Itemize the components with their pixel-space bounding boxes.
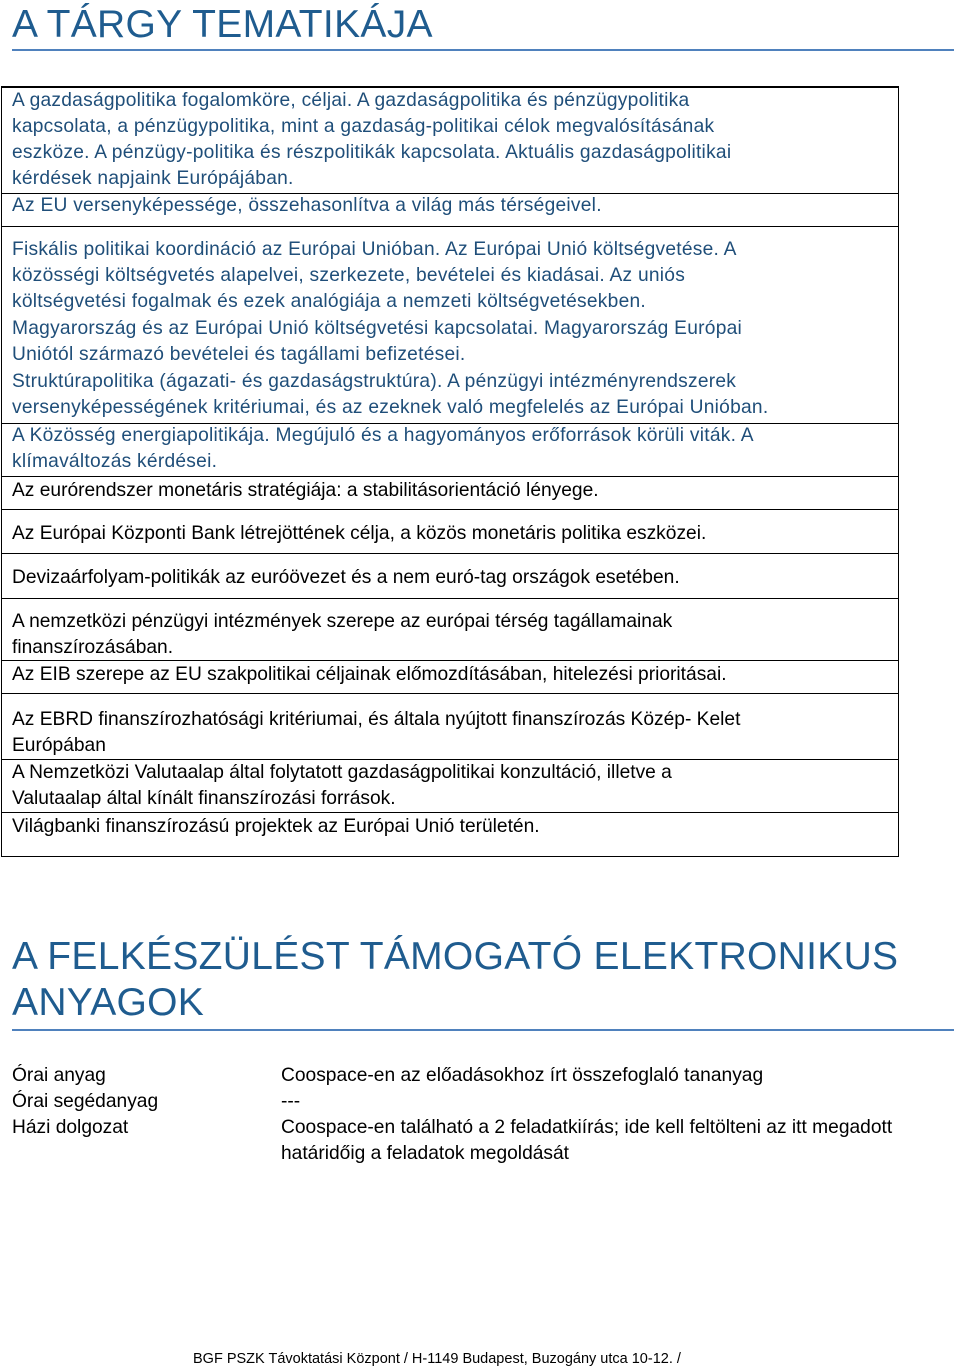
topic-line: Világbanki finanszírozású projektek az Európai Unió területén. <box>12 816 540 837</box>
topic-line: költségvetési fogalmak és ezek analógiája a nemzeti költségvetésekben. <box>12 291 646 312</box>
table-divider <box>1 553 899 554</box>
material-value: --- <box>281 1091 301 1112</box>
section-title-tematika: A TÁRGY TEMATIKÁJA <box>12 3 433 46</box>
topic-line: klímaváltozás kérdései. <box>12 451 218 472</box>
title-underline <box>12 49 954 51</box>
section-title-elektronikus-anyagok: A FELKÉSZÜLÉST TÁMOGATÓ ELEKTRONIKUS ANYAGOK <box>12 935 899 1024</box>
material-label: Órai anyag <box>12 1065 106 1086</box>
topic-line: Magyarország és az Európai Unió költségvetési kapcsolatai. Magyarország Európai <box>12 318 743 339</box>
topic-line: Az Európai Központi Bank létrejöttének célja, a közös monetáris politika eszközei. <box>12 523 707 544</box>
title-underline <box>12 1029 954 1031</box>
table-divider <box>1 812 899 813</box>
topic-line: kapcsolata, a pénzügypolitika, mint a gazdaság-politikai célok megvalósításának <box>12 116 715 137</box>
topic-line: Az EU versenyképessége, összehasonlítva a világ más térségeivel. <box>12 195 602 216</box>
topic-line: A Nemzetközi Valutaalap által folytatott gazdaságpolitikai konzultáció, illetve a <box>12 762 672 783</box>
topic-line: finanszírozásában. <box>12 637 174 658</box>
topic-line: Devizaárfolyam-politikák az euróövezet és a nem euró-tag országok esetében. <box>12 567 680 588</box>
table-divider <box>1 660 899 661</box>
table-divider <box>1 509 899 510</box>
topic-line: A gazdaságpolitika fogalomköre, céljai. A gazdaságpolitika és pénzügypolitika <box>12 90 690 111</box>
topic-line: versenyképességének kritériumai, és az ezeknek való megfelelés az Európai Unióban. <box>12 397 769 418</box>
material-value: Coospace-en található a 2 feladatkiírás; ide kell feltölteni az itt megadott határidőig a feladatok megoldását <box>281 1117 893 1164</box>
table-divider <box>1 598 899 599</box>
table-divider <box>1 226 899 227</box>
topic-line: Az eurórendszer monetáris stratégiája: a stabilitásorientáció lényege. <box>12 480 599 501</box>
table-divider <box>1 476 899 477</box>
topic-line: A Közösség energiapolitikája. Megújuló és a hagyományos erőforrások körüli viták. A <box>12 425 754 446</box>
topic-line: Fiskális politikai koordináció az Európai Unióban. Az Európai Unió költségvetése. A <box>12 239 737 260</box>
topic-line: Struktúrapolitika (ágazati- és gazdaságstruktúra). A pénzügyi intézményrendszerek <box>12 371 737 392</box>
topic-line: Valutaalap által kínált finanszírozási források. <box>12 788 396 809</box>
topic-line: eszköze. A pénzügy-politika és részpolitikák kapcsolata. Aktuális gazdaságpolitikai <box>12 142 732 163</box>
material-label: Órai segédanyag <box>12 1091 159 1112</box>
topic-line: Az EIB szerepe az EU szakpolitikai céljainak előmozdításában, hitelezési prioritásai. <box>12 664 727 685</box>
material-label: Házi dolgozat <box>12 1117 129 1138</box>
table-divider <box>1 693 899 694</box>
topic-line: Az EBRD finanszírozhatósági kritériumai, és általa nyújtott finanszírozás Közép- Kelet <box>12 709 741 730</box>
topic-line: Uniótól származó bevételei és tagállami befizetései. <box>12 344 466 365</box>
footer-address: BGF PSZK Távoktatási Központ / H-1149 Budapest, Buzogány utca 10-12. / <box>193 1351 681 1367</box>
material-value: Coospace-en az előadásokhoz írt összefoglaló tananyag <box>281 1065 764 1086</box>
topic-line: A nemzetközi pénzügyi intézmények szerepe az európai térség tagállamainak <box>12 611 673 632</box>
topic-line: kérdések napjaink Európájában. <box>12 168 294 189</box>
topic-line: Európában <box>12 735 106 756</box>
topic-line: közösségi költségvetés alapelvei, szerkezete, bevételei és kiadásai. Az uniós <box>12 265 686 286</box>
